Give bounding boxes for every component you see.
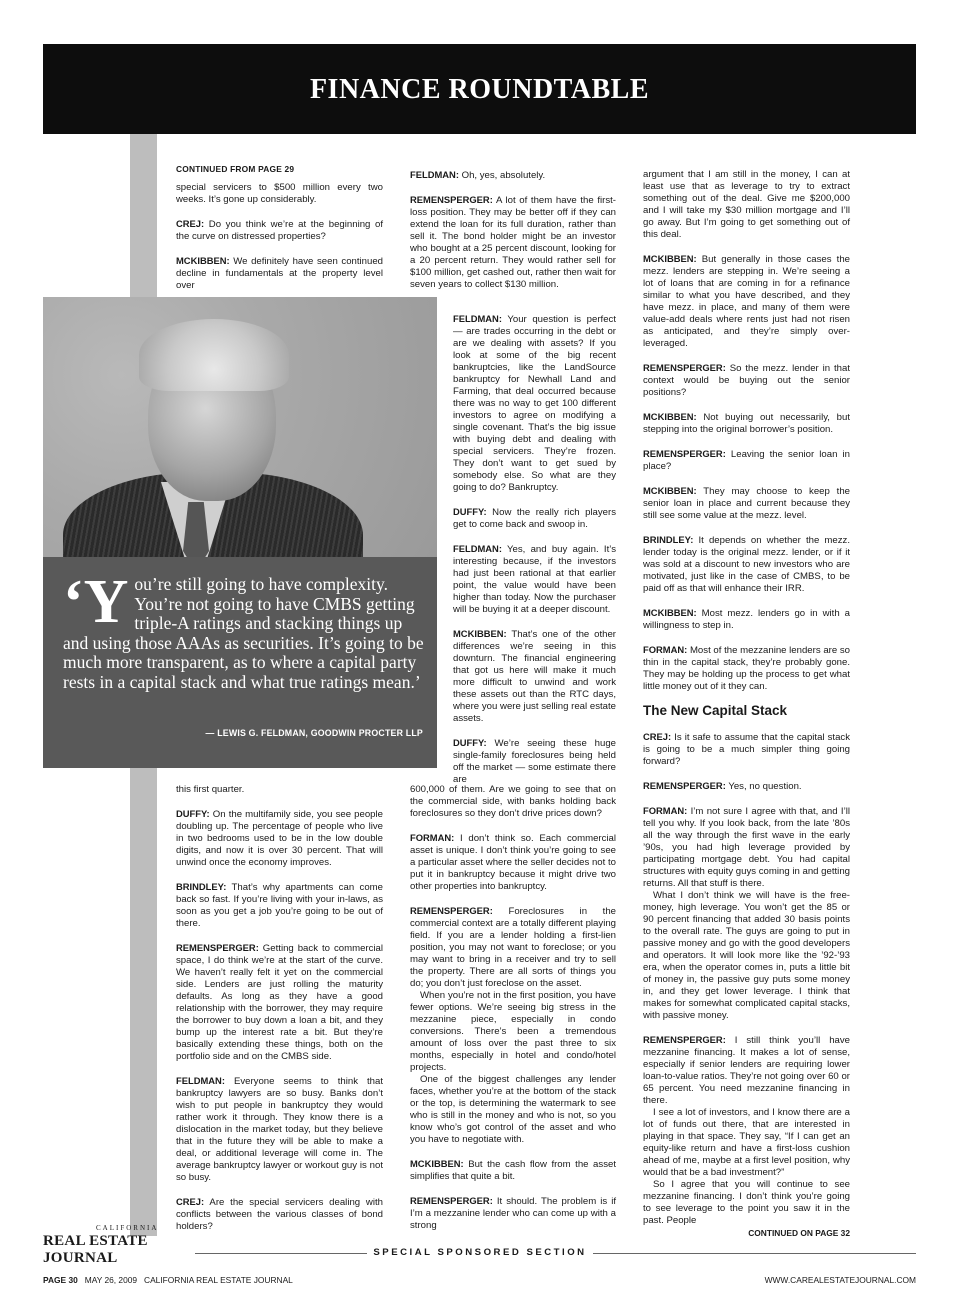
paragraph <box>410 194 616 291</box>
paragraph-text: We definitely have seen continued decline in fundamentals at the property level over <box>176 256 383 291</box>
paragraph-text: Getting back to commercial space, I do think we’re at the start of the curve. We haven’t really felt it yet on the commercial side. Lenders are just rolling the maturity defaults. As long as they have a good relationship with the borrower, they may require the borrower to buy down a loan a bit, and they bump up the interest rate a bit. But they’re basically extending these things, both on the portfolio side and on the CMBS side. <box>176 943 383 1062</box>
paragraph-text: One of the biggest challenges any lender faces, whether you’re at the bottom of the stack or the top, is determining the watermark to see who is still in the money and who is not, so you know who’s got control of the asset and who you have to negotiate with. <box>410 1074 616 1145</box>
paragraph <box>410 905 616 990</box>
speaker-name: DUFFY: <box>176 808 210 819</box>
paragraph <box>410 1074 616 1146</box>
pull-quote-initial: ‘Y <box>63 568 129 636</box>
paragraph <box>643 169 850 241</box>
paragraph <box>410 990 616 1074</box>
speaker-name: REMENSPERGER: <box>410 194 493 205</box>
portrait-photo <box>43 297 437 557</box>
paragraph-text: Is it safe to assume that the capital stack is going to be a much simpler thing going forward? <box>643 732 850 767</box>
paragraph-text: What I don’t think we will have is the free-money, high leverage. You won’t get the 85 or 90 percent financing that added 30 basis points to the overall rate. The guys are going to put in passive money and go with the good developers and operators. It will look more like the ’92-’93 era, when the operator comes in, puts a little bit of money in, the passive guy puts some money in, and they get lower leverage. I think that makes for somewhat complicated capital stacks, with passive money. <box>643 890 850 1021</box>
paragraph <box>643 805 850 890</box>
paragraph <box>176 942 383 1063</box>
paragraph <box>453 737 616 786</box>
speaker-name: MCKIBBEN: <box>643 411 697 422</box>
paragraph <box>643 253 850 350</box>
paragraph <box>176 218 383 243</box>
speaker-name: FORMAN: <box>643 805 688 816</box>
paragraph <box>176 1075 383 1184</box>
paragraph-text: When you’re not in the first position, you have fewer options. We’re seeing big stress in the mezzanine piece, especially in condo conversions. There’s been a tremendous amount of loss over the past three to six months, especially in hotel and condo/hotel projects. <box>410 990 616 1073</box>
paragraph <box>643 1034 850 1107</box>
paragraph-text: argument that I am still in the money, I can at least use that as leverage to try to extract something out of the deal. Give me $200,000 and I will take my $30 million mortgage and I’ll go away. But I’m going to get something out of this deal. <box>643 169 850 240</box>
paragraph-text: Now the really rich players get to come back and swoop in. <box>453 507 616 530</box>
paragraph-text: A lot of them have the first-loss position. They may be better off if they can extend the loan for its full duration, rather than sell it. The bond holder might be an investor who bought at a 25 percent discount, looking for a 20 percent return. They would rather sell for $100 million, get cashed out, rather then wait for seven years to collect $130 million. <box>410 195 616 290</box>
paragraph-text: Oh, yes, absolutely. <box>458 170 546 181</box>
paragraph-text: It should. The problem is if I’m a mezzanine lender who can come up with a strong <box>410 1196 616 1231</box>
pull-quote-text <box>63 568 425 692</box>
paragraph-text: Your question is perfect — are trades occurring in the debt or are we dealing with assets? If you look at some of the big recent bankruptcies, like the LandSource bankruptcy for Newhall Land and Farming, that deal occurred because there was no way to get 100 different investors to agree on modifying a single covenant. That’s the big issue with buying debt and dealing with special servicers. They’re frozen. They don’t want to get sued by somebody else. So what are they going to do? Bankruptcy. <box>453 314 616 493</box>
speaker-name: REMENSPERGER: <box>410 1195 493 1206</box>
paragraph-text: On the multifamily side, you see people doubling up. The percentage of people who live in two bedrooms used to be in the low double digits, and now it is over 30 percent. That will unwind once the economy improves. <box>176 809 383 868</box>
paragraph-text: But the cash flow from the asset simplifies that quite a bit. <box>410 1159 616 1182</box>
paragraph <box>453 313 616 494</box>
paragraph-text: 600,000 of them. Are we going to see that on the commercial side, with banks holding back foreclosures so they don’t drive prices down? <box>410 784 616 819</box>
paragraph <box>176 255 383 292</box>
paragraph <box>176 881 383 930</box>
speaker-name: REMENSPERGER: <box>410 905 493 916</box>
subheading: The New Capital Stack <box>643 703 788 718</box>
speaker-name: MCKIBBEN: <box>643 607 697 618</box>
paragraph <box>410 169 616 182</box>
footer-left <box>43 1275 293 1285</box>
paragraph <box>176 182 383 206</box>
speaker-name: MCKIBBEN: <box>453 628 507 639</box>
speaker-name: BRINDLEY: <box>643 534 694 545</box>
section-title: FINANCE ROUNDTABLE <box>309 74 650 105</box>
paragraph <box>643 644 850 693</box>
paragraph-text: I’m not sure I agree with that, and I’ll tell you why. If you look back, from the late ’80s all the way through the first wave in the early ’90s, you had high leverage provided by participating mortgage debt. You had capital structures with equity guys coming in and getting returns. All that stuff is there. <box>643 806 850 889</box>
paragraph-text: this first quarter. <box>176 784 245 795</box>
paragraph-text: Do you think we’re at the beginning of the curve on distressed properties? <box>176 219 383 242</box>
paragraph <box>410 1195 616 1232</box>
section-label-text: SPECIAL SPONSORED SECTION <box>367 1247 592 1258</box>
speaker-name: FELDMAN: <box>453 313 502 324</box>
speaker-name: MCKIBBEN: <box>410 1158 464 1169</box>
paragraph <box>643 890 850 1022</box>
speaker-name: CREJ: <box>176 1196 205 1207</box>
footer-pub: CALIFORNIA REAL ESTATE JOURNAL <box>144 1275 293 1285</box>
speaker-name: FORMAN: <box>410 832 455 843</box>
logo-big-text: REAL ESTATE JOURNAL <box>43 1233 148 1266</box>
speaker-name: REMENSPERGER: <box>643 448 726 459</box>
column-1-top <box>176 182 383 304</box>
paragraph-text: Not buying out necessarily, but stepping into the original borrower’s position. <box>643 412 850 435</box>
paragraph <box>453 543 616 616</box>
speaker-name: REMENSPERGER: <box>176 942 259 953</box>
paragraph <box>643 485 850 522</box>
paragraph <box>643 448 850 473</box>
paragraph-text: Leaving the senior loan in place? <box>643 449 850 472</box>
pull-quote-body: ou’re still going to have complexity. You’re not going to have CMBS getting triple-A ratings and stacking things up and using those AAAs as securities. It’s going to be much more transparent, as to where a capital party rests in a capital stack and what true ratings mean.’ <box>63 574 424 692</box>
speaker-name: CREJ: <box>176 218 205 229</box>
speaker-name: DUFFY: <box>453 506 487 517</box>
paragraph-text: Most of the mezzanine lenders are so thin in the capital stack, they’re probably gone. They may be holding up the process to get what little money out of it they can. <box>643 645 850 692</box>
paragraph-text: Are the special servicers dealing with conflicts between the various classes of bond holders? <box>176 1197 383 1232</box>
speaker-name: DUFFY: <box>453 737 487 748</box>
paragraph-text: So the mezz. lender in that context would be buying out the senior positions? <box>643 363 850 398</box>
paragraph-text: It depends on whether the mezz. lender today is the original mezz. lender, or if it was sold at a discount to new investors who are motivated, just like in the case of CMBS, to be paid off as that will enhance their IRR. <box>643 535 850 594</box>
speaker-name: REMENSPERGER: <box>643 780 726 791</box>
paragraph-text: That’s why apartments can come back so fast. If you’re living with your in-laws, as soon as you get a job you’re going to be out of there. <box>176 882 383 929</box>
paragraph <box>176 808 383 869</box>
footer-date: MAY 26, 2009 <box>84 1275 138 1285</box>
speaker-name: FELDMAN: <box>410 169 459 180</box>
speaker-name: REMENSPERGER: <box>643 362 726 373</box>
continued-on-label: CONTINUED ON PAGE 32 <box>748 1228 850 1238</box>
paragraph-text: So I agree that you will continue to see mezzanine financing. I don’t think you’re going to see leverage to the point you saw it in the past. People <box>643 1179 850 1226</box>
paragraph <box>643 534 850 595</box>
paragraph-text: I don’t think so. Each commercial asset is unique. I don’t think you’re going to see a particular asset where the seller decides not to put it in bankruptcy because it might drive two other properties into bankruptcy. <box>410 833 616 892</box>
paragraph-text: Everyone seems to think that bankruptcy lawyers are so busy. Banks don’t wish to put people in bankruptcy they would rather work it through. They know there is a dislocation in the market today, but they believe that in the future they will be able to make a deal, or additional leverage will come in. The average bankruptcy lawyer or workout guy is not so busy. <box>176 1076 383 1183</box>
paragraph <box>410 1158 616 1183</box>
paragraph <box>643 731 850 768</box>
paragraph <box>410 832 616 893</box>
paragraph <box>453 506 616 531</box>
paragraph-text: I see a lot of investors, and I know there are a lot of funds out there, that are interested in playing in that space. They say, “If I can get an equity-like return and have a first-loss cushion ahead of me, maybe at a first level position, why would that be a bad investment?” <box>643 1107 850 1178</box>
paragraph <box>176 1196 383 1233</box>
column-2-top <box>410 169 616 303</box>
paragraph-text: But generally in those cases the mezz. lenders are stepping in. We’re seeing a lot of loans that are coming in for a refinance similar to what you have described, and they have mezz. in place, and many of them were value-add deals where rents just had not risen as anticipated, and they’re simply over-leveraged. <box>643 254 850 349</box>
column-1-bottom <box>176 784 383 1245</box>
paragraph-text: We’re seeing these huge single-family foreclosures being held off the market — some estimate there are <box>453 738 616 785</box>
speaker-name: MCKIBBEN: <box>643 253 697 264</box>
paragraph <box>410 784 616 820</box>
speaker-name: FELDMAN: <box>176 1075 225 1086</box>
paragraph-text: Yes, no question. <box>725 781 802 792</box>
paragraph <box>643 780 850 793</box>
paragraph-text: Most mezz. lenders go in with a willingness to step in. <box>643 608 850 631</box>
speaker-name: REMENSPERGER: <box>643 1034 726 1045</box>
column-3 <box>643 169 850 1239</box>
paragraph-text: Yes, and buy again. It’s interesting because, if the investors had just been rational at that earlier point, the value would have been higher than today. Now the purchaser will be buying it at a deeper discount. <box>453 544 616 615</box>
section-banner <box>43 44 916 134</box>
pull-quote <box>43 557 437 768</box>
speaker-name: BRINDLEY: <box>176 881 227 892</box>
paragraph <box>643 1179 850 1227</box>
paragraph-text: special servicers to $500 million every two weeks. It’s gone up considerably. <box>176 182 383 205</box>
paragraph <box>643 1107 850 1179</box>
logo-small-text: CALIFORNIA <box>96 1224 159 1232</box>
paragraph <box>643 607 850 632</box>
continued-from-label: CONTINUED FROM PAGE 29 <box>176 164 295 174</box>
paragraph <box>643 362 850 399</box>
pull-quote-attribution: — LEWIS G. FELDMAN, GOODWIN PROCTER LLP <box>205 728 423 738</box>
speaker-name: CREJ: <box>643 731 672 742</box>
paragraph-text: That’s one of the other differences we’re seeing in this downturn. The financial engineering that got us here will make it much more difficult to unwind and work these assets out than the RTC days, where you were just selling real estate assets. <box>453 629 616 724</box>
footer-url: WWW.CAREALESTATEJOURNAL.COM <box>764 1275 916 1285</box>
paragraph-text: I still think you’ll have mezzanine financing. It makes a lot of sense, especially if senior lenders are requiring lower loan-to-value ratios. They’re not going over 60 or 65 percent. You need mezzanine financing in there. <box>643 1035 850 1106</box>
speaker-name: FORMAN: <box>643 644 688 655</box>
paragraph <box>176 784 383 796</box>
speaker-name: MCKIBBEN: <box>643 485 697 496</box>
section-label <box>0 1247 960 1258</box>
speaker-name: MCKIBBEN: <box>176 255 230 266</box>
footer-page: PAGE 30 <box>43 1275 78 1285</box>
paragraph <box>643 411 850 436</box>
column-2-bottom <box>410 784 616 1244</box>
paragraph-text: Foreclosures in the commercial context are a totally different playing field. If you are a lender holding a first-lien position, you may not want to foreclose; or you may want to bring in a receiver and try to sell the property. There are all sorts of things you do; you don’t just foreclose on the asset. <box>410 906 616 989</box>
paragraph-text: They may choose to keep the senior loan in place and current because they still see some value at the mezz. level. <box>643 486 850 521</box>
paragraph <box>453 628 616 725</box>
speaker-name: FELDMAN: <box>453 543 502 554</box>
column-2-middle <box>453 313 616 798</box>
